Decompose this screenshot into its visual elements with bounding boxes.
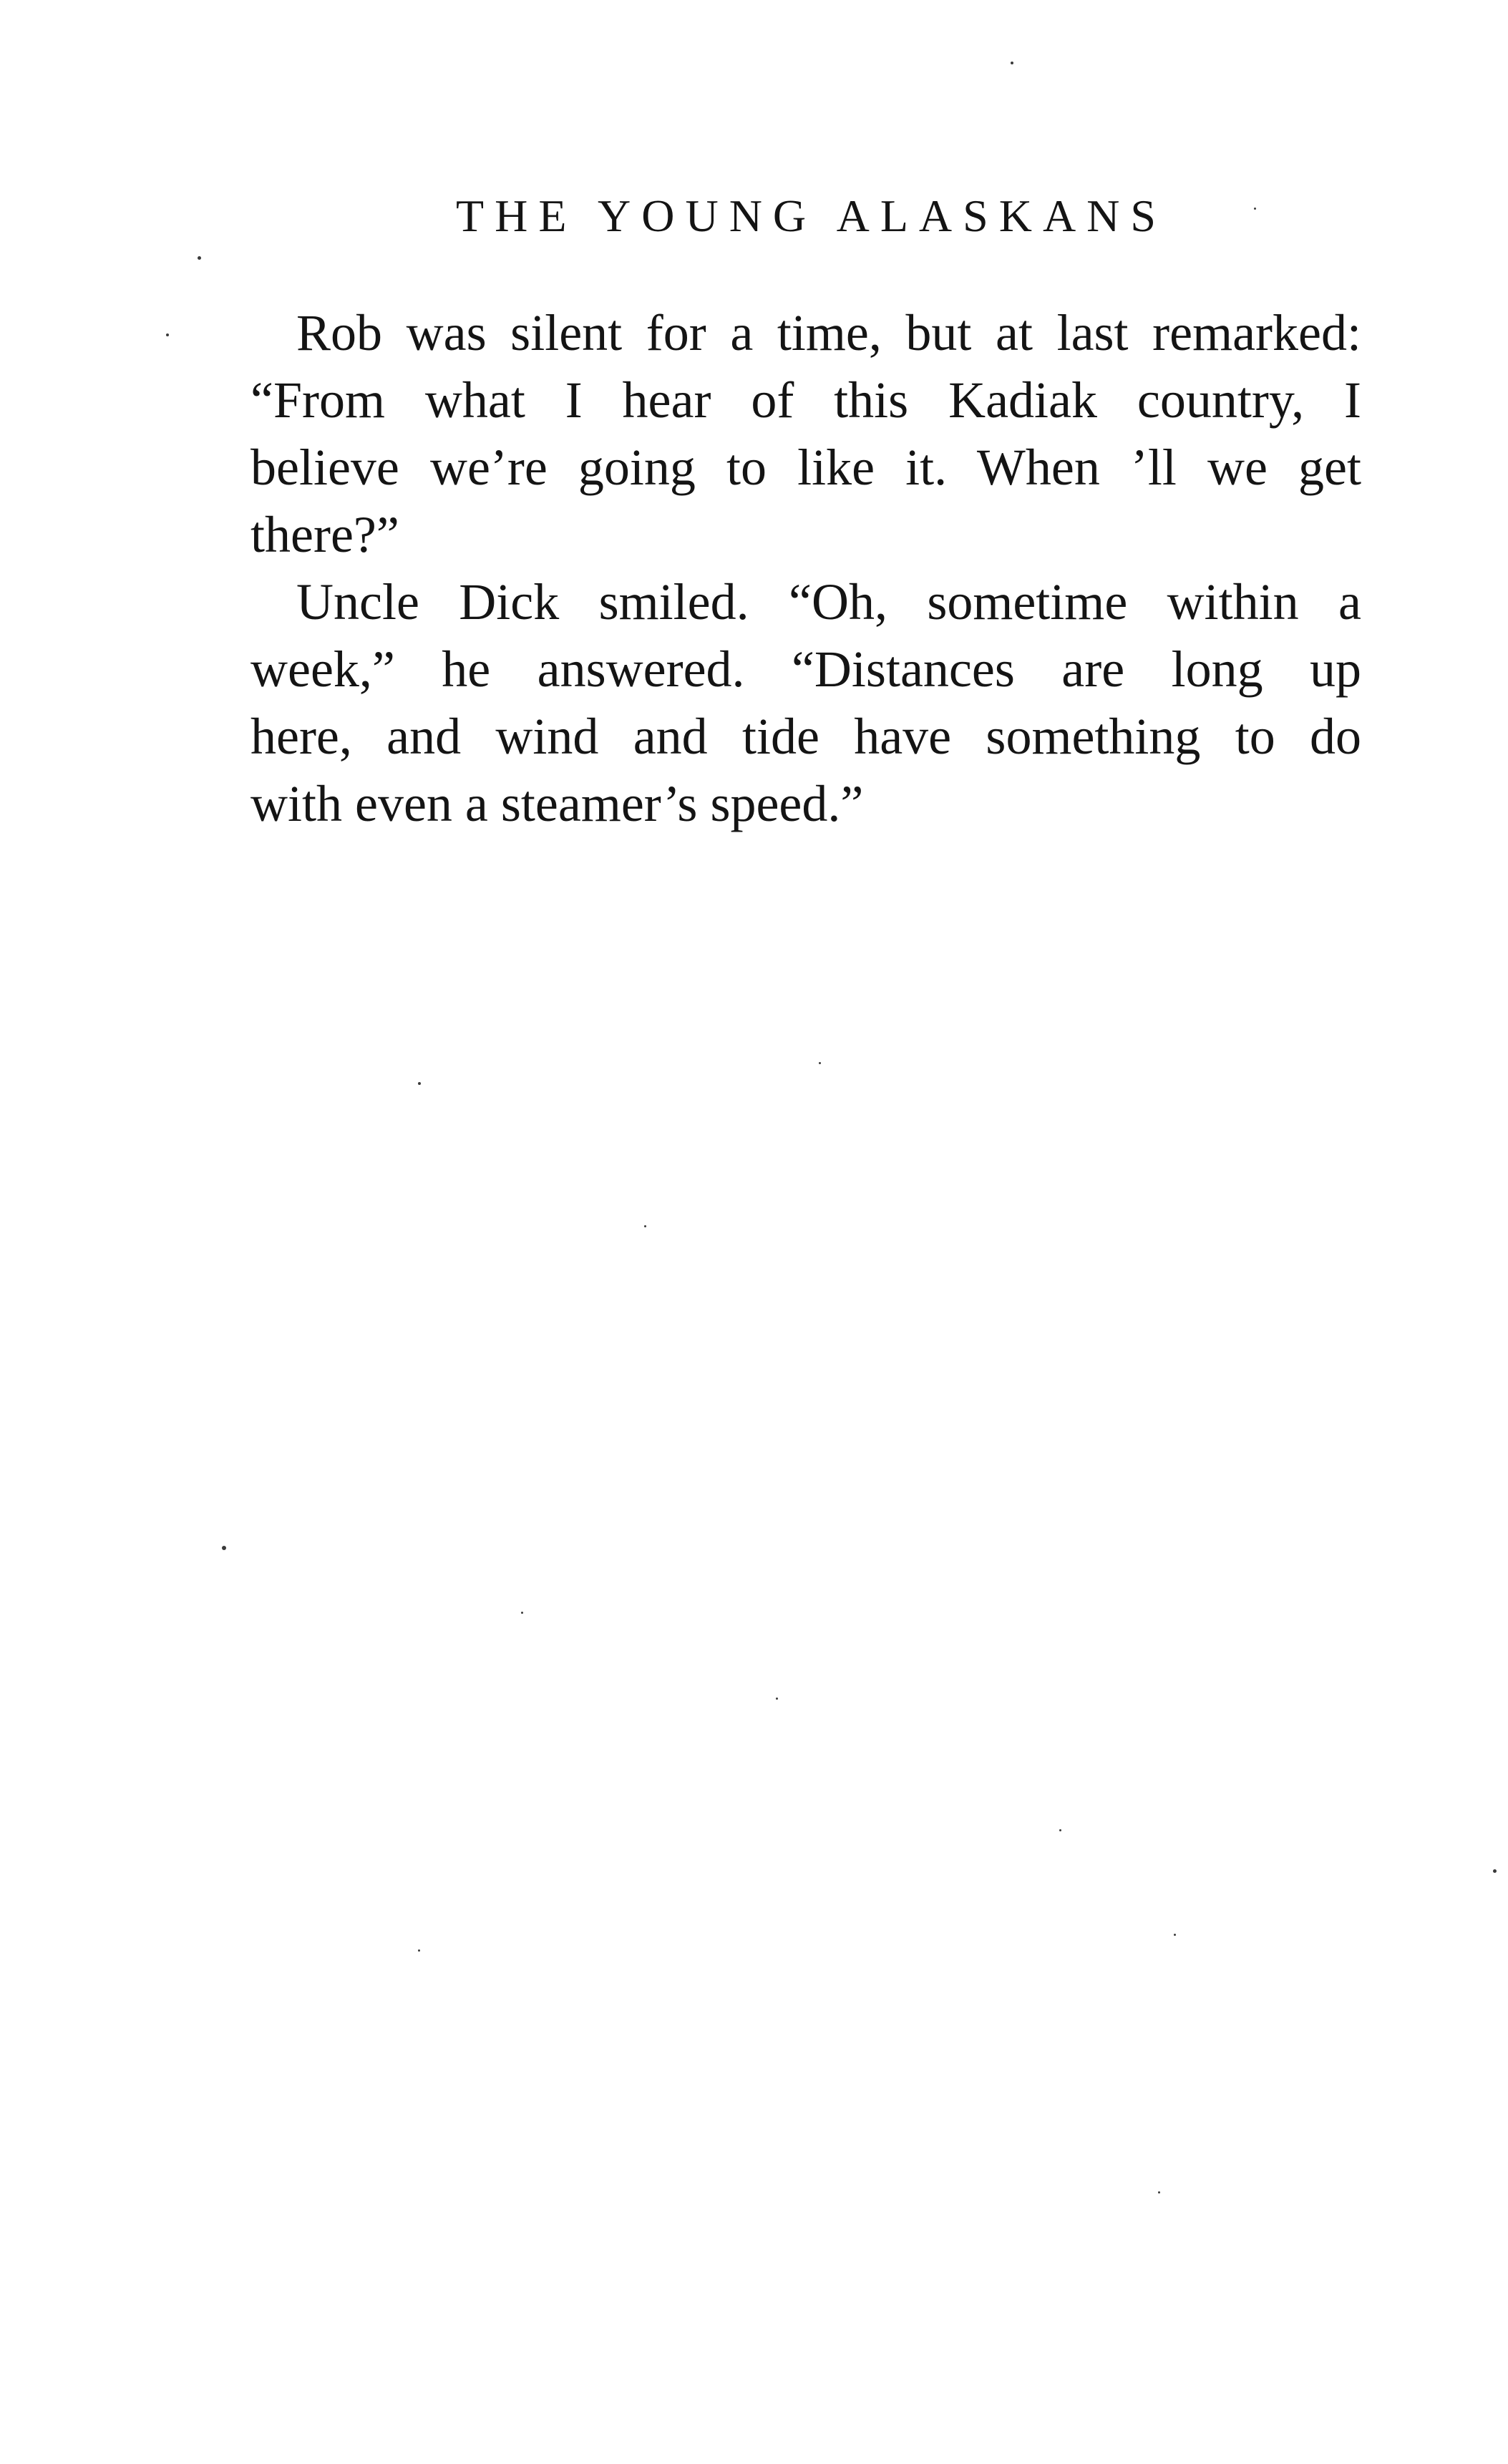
text-line: believe we’re going to like it. When ’ll we get <box>250 439 1361 496</box>
text-line: week,” he answered. “Distances are long up <box>250 641 1361 698</box>
speck <box>1158 2191 1160 2193</box>
body-text <box>250 299 1361 837</box>
text-line: with even a steamer’s speed.” <box>250 775 864 832</box>
speck <box>1011 62 1013 64</box>
text-line: here, and wind and tide have something to do <box>250 708 1361 765</box>
speck <box>819 1062 821 1064</box>
speck <box>418 1082 421 1085</box>
running-head: THE YOUNG ALASKANS <box>456 190 1167 241</box>
text-line: there?” <box>250 506 399 563</box>
speck <box>418 1949 420 1952</box>
text-line: Uncle Dick smiled. “Oh, sometime within a <box>296 573 1361 630</box>
paragraph-2 <box>250 568 1361 837</box>
speck <box>644 1225 646 1227</box>
speck <box>166 333 169 336</box>
paragraph-1 <box>250 299 1361 568</box>
speck <box>198 256 201 260</box>
speck <box>1254 208 1256 210</box>
text-line: “From what I hear of this Kadiak country, I <box>250 371 1361 429</box>
speck <box>222 1546 226 1550</box>
speck <box>521 1612 523 1614</box>
speck <box>1174 1934 1176 1936</box>
speck <box>1493 1869 1497 1873</box>
speck <box>1059 1829 1061 1831</box>
text-line: Rob was silent for a time, but at last remarked: <box>296 304 1361 361</box>
speck <box>776 1698 778 1700</box>
